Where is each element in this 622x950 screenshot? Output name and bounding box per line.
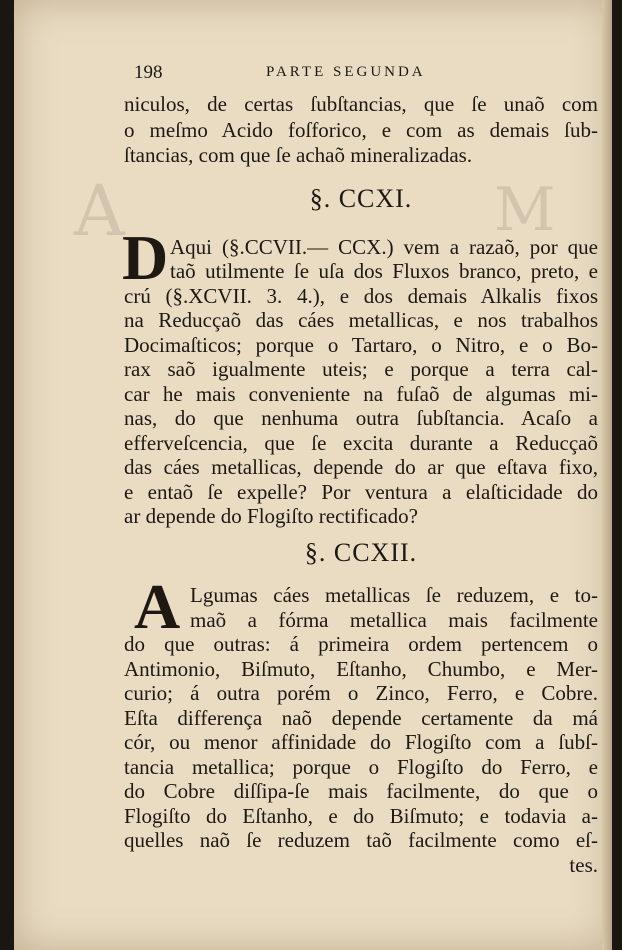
text-line: do que outras: á primeira ordem pertencem o bbox=[124, 632, 598, 656]
page-number: 198 bbox=[134, 62, 163, 83]
section-heading-ccxii: §. CCXII. bbox=[304, 538, 418, 567]
text-line: das cáes metallicas, depende do ar que eſtava fixo, bbox=[124, 455, 598, 479]
text-line: Flogiſto do Eſtanho, e do Biſmuto; e todavia a- bbox=[124, 804, 598, 828]
text-line: nas, do que nenhuma outra ſubſtancia. Acaſo a bbox=[124, 406, 598, 430]
bleed-through-mark: A bbox=[74, 170, 125, 252]
text-line: do Cobre diſſipa-ſe mais facilmente, do que o bbox=[124, 779, 598, 803]
running-header bbox=[134, 62, 574, 86]
page-text bbox=[14, 0, 612, 950]
text-line: maõ a fórma metallica mais facilmente bbox=[190, 608, 598, 632]
text-line: e entaõ ſe expelle? Por ventura a elaſticidade do bbox=[124, 480, 598, 504]
text-line: curio; á outra porém o Zinco, Ferro, e Cobre. bbox=[124, 681, 598, 705]
text-line: cór, ou menor affinidade do Flogiſto com a ſubſ- bbox=[124, 730, 598, 754]
text-line: Docimaſticos; porque o Tartaro, o Nitro, e o Bo- bbox=[124, 333, 598, 357]
text-line: crú (§.XCVII. 3. 4.), e dos demais Alkalis fixos bbox=[124, 284, 598, 308]
text-line: na Reducçaõ das cáes metallicas, e nos trabalhos bbox=[124, 308, 598, 332]
text-line: taõ utilmente ſe uſa dos Fluxos branco, preto, e bbox=[170, 259, 598, 283]
running-title: PARTE SEGUNDA bbox=[266, 64, 426, 80]
text-line: Aqui (§.CCVII.— CCX.) vem a razaõ, por que bbox=[170, 235, 598, 259]
text-line: Lgumas cáes metallicas ſe reduzem, e to- bbox=[190, 583, 598, 607]
text-line: rax saõ igualmente uteis; e porque a terra cal- bbox=[124, 357, 598, 381]
drop-cap: D bbox=[122, 222, 169, 293]
book-page bbox=[14, 0, 612, 950]
bleed-through-mark: M bbox=[494, 175, 556, 245]
text-line: ar depende do Flogiſto rectificado? bbox=[124, 504, 418, 528]
text-line: o meſmo Acido foſforico, e com as demais ſub- bbox=[124, 118, 598, 142]
text-line: car he mais conveniente na fuſaõ de algumas mi- bbox=[124, 382, 598, 406]
section-heading-ccxi: §. CCXI. bbox=[309, 184, 413, 213]
drop-cap: A bbox=[134, 571, 181, 642]
text-line: efferveſcencia, que ſe excita durante a Reducçaõ bbox=[124, 431, 598, 455]
text-line: tes. bbox=[569, 853, 598, 877]
text-line: tancia metallica; porque o Flogiſto do Ferro, e bbox=[124, 755, 598, 779]
text-line: Eſta differença naõ depende certamente da má bbox=[124, 706, 598, 730]
text-line: Antimonio, Biſmuto, Eſtanho, Chumbo, e Mer- bbox=[124, 657, 598, 681]
text-line: niculos, de certas ſubſtancias, que ſe unaõ com bbox=[124, 92, 598, 116]
text-line: quelles naõ ſe reduzem taõ facilmente como eſ- bbox=[124, 828, 598, 852]
text-line: ſtancias, com que ſe achaõ mineralizadas. bbox=[124, 143, 473, 167]
